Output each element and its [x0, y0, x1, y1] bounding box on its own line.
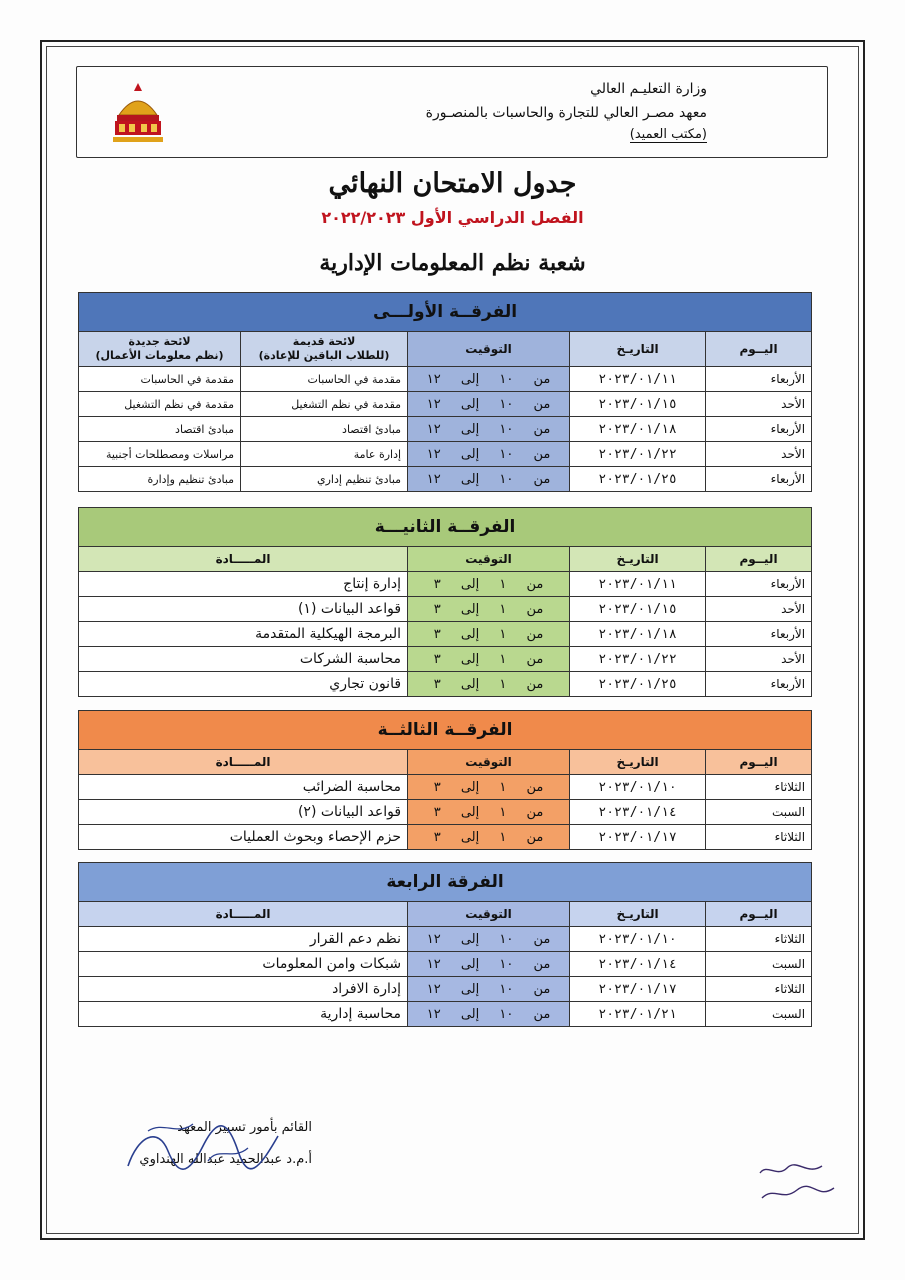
exam-date: ٢٠٢٣/٠١/١٤: [570, 952, 706, 977]
exam-subject: حزم الإحصاء وبحوث العمليات: [79, 825, 408, 850]
exam-time: من ١ إلى ٣: [408, 775, 570, 800]
exam-day: الثلاثاء: [706, 775, 812, 800]
col-day-header: اليــوم: [706, 902, 812, 927]
col-subject-header: المـــــادة: [79, 902, 408, 927]
exam-date: ٢٠٢٣/٠١/١٧: [570, 825, 706, 850]
exam-date: ٢٠٢٣/٠١/٢٢: [570, 442, 706, 467]
table-row: [79, 572, 812, 597]
table-row: [79, 367, 812, 392]
exam-time: من ١ إلى ٣: [408, 647, 570, 672]
exam-day: الثلاثاء: [706, 977, 812, 1002]
subject-old-regulation: مبادئ اقتصاد: [241, 417, 408, 442]
col-new-regulation-header: لائحة جديدة (نظم معلومات الأعمال): [79, 332, 241, 367]
year2-heading: الفرقــة الثانيـــة: [79, 508, 812, 547]
year1-table: [78, 292, 812, 492]
table-row: [79, 417, 812, 442]
col-subject-header: المـــــادة: [79, 750, 408, 775]
exam-subject: نظم دعم القرار: [79, 927, 408, 952]
col-date-header: التاريـخ: [570, 902, 706, 927]
exam-subject: قواعد البيانات (٢): [79, 800, 408, 825]
exam-day: الأربعاء: [706, 672, 812, 697]
exam-day: الأحد: [706, 647, 812, 672]
exam-time: من ١٠ إلى ١٢: [408, 927, 570, 952]
exam-time: من ١٠ إلى ١٢: [408, 417, 570, 442]
table-row: [79, 647, 812, 672]
col-day-header: اليــوم: [706, 332, 812, 367]
exam-time: من ١٠ إلى ١٢: [408, 392, 570, 417]
year1-heading: الفرقــة الأولـــى: [79, 293, 812, 332]
exam-subject: إدارة إنتاج: [79, 572, 408, 597]
subject-new-regulation: مقدمة في الحاسبات: [79, 367, 241, 392]
subject-old-regulation: إدارة عامة: [241, 442, 408, 467]
col-old-regulation-header: لائحة قديمة (للطلاب الباقين للإعادة): [241, 332, 408, 367]
institute-logo-icon: [109, 81, 167, 145]
col-time-header: التوقيت: [408, 750, 570, 775]
exam-day: الأحد: [706, 442, 812, 467]
exam-time: من ١ إلى ٣: [408, 825, 570, 850]
exam-subject: قانون تجاري: [79, 672, 408, 697]
exam-day: السبت: [706, 1002, 812, 1027]
ministry-name: وزارة التعليـم العالي: [590, 81, 707, 97]
col-time-header: التوقيت: [408, 332, 570, 367]
subject-new-regulation: مبادئ تنظيم وإدارة: [79, 467, 241, 492]
exam-day: الأربعاء: [706, 467, 812, 492]
exam-subject: قواعد البيانات (١): [79, 597, 408, 622]
exam-subject: محاسبة الشركات: [79, 647, 408, 672]
subject-old-regulation: مقدمة في الحاسبات: [241, 367, 408, 392]
table-row: [79, 442, 812, 467]
col-time-header: التوقيت: [408, 547, 570, 572]
exam-date: ٢٠٢٣/٠١/١٥: [570, 392, 706, 417]
year4-table: [78, 862, 812, 1027]
exam-day: الثلاثاء: [706, 825, 812, 850]
table-row: [79, 952, 812, 977]
exam-day: الأربعاء: [706, 572, 812, 597]
subject-new-regulation: مراسلات ومصطلحات أجنبية: [79, 442, 241, 467]
exam-date: ٢٠٢٣/٠١/١٠: [570, 775, 706, 800]
exam-time: من ١ إلى ٣: [408, 572, 570, 597]
exam-time: من ١ إلى ٣: [408, 672, 570, 697]
semester-subtitle: الفصل الدراسي الأول ٢٠٢٢/٢٠٢٣: [321, 208, 584, 227]
exam-date: ٢٠٢٣/٠١/١١: [570, 367, 706, 392]
table-row: [79, 800, 812, 825]
exam-time: من ١ إلى ٣: [408, 800, 570, 825]
year4-heading: الفرقة الرابعة: [79, 863, 812, 902]
exam-time: من ١٠ إلى ١٢: [408, 1002, 570, 1027]
table-row: [79, 597, 812, 622]
table-row: [79, 825, 812, 850]
main-title: جدول الامتحان النهائي: [328, 168, 577, 199]
col-day-header: اليــوم: [706, 750, 812, 775]
exam-date: ٢٠٢٣/٠١/١٥: [570, 597, 706, 622]
table-row: [79, 927, 812, 952]
table-row: [79, 392, 812, 417]
dean-office: (مكتب العميد): [629, 127, 707, 142]
year3-heading: الفرقــة الثالثــة: [79, 711, 812, 750]
department-title: شعبة نظم المعلومات الإدارية: [319, 250, 586, 276]
exam-date: ٢٠٢٣/٠١/٢٥: [570, 672, 706, 697]
exam-time: من ١ إلى ٣: [408, 622, 570, 647]
table-row: [79, 467, 812, 492]
exam-subject: شبكات وامن المعلومات: [79, 952, 408, 977]
letterhead: [76, 66, 828, 158]
exam-subject: محاسبة الضرائب: [79, 775, 408, 800]
signatory-role: القائم بأمور تسيير المعهد: [177, 1120, 312, 1135]
exam-time: من ١٠ إلى ١٢: [408, 467, 570, 492]
exam-date: ٢٠٢٣/٠١/١١: [570, 572, 706, 597]
exam-date: ٢٠٢٣/٠١/٢١: [570, 1002, 706, 1027]
col-day-header: اليــوم: [706, 547, 812, 572]
subject-old-regulation: مقدمة في نظم التشغيل: [241, 392, 408, 417]
signatory-name: أ.م.د عبدالحميد عبدالله الهنداوي: [139, 1152, 312, 1167]
exam-date: ٢٠٢٣/٠١/١٠: [570, 927, 706, 952]
exam-day: السبت: [706, 800, 812, 825]
subject-old-regulation: مبادئ تنظيم إداري: [241, 467, 408, 492]
table-row: [79, 775, 812, 800]
col-date-header: التاريـخ: [570, 750, 706, 775]
exam-day: السبت: [706, 952, 812, 977]
exam-time: من ١ إلى ٣: [408, 597, 570, 622]
exam-time: من ١٠ إلى ١٢: [408, 367, 570, 392]
exam-date: ٢٠٢٣/٠١/٢٥: [570, 467, 706, 492]
subject-new-regulation: مقدمة في نظم التشغيل: [79, 392, 241, 417]
table-row: [79, 977, 812, 1002]
exam-date: ٢٠٢٣/٠١/٢٢: [570, 647, 706, 672]
exam-day: الأحد: [706, 597, 812, 622]
exam-day: الأربعاء: [706, 417, 812, 442]
col-date-header: التاريـخ: [570, 547, 706, 572]
col-subject-header: المـــــادة: [79, 547, 408, 572]
exam-day: الأربعاء: [706, 367, 812, 392]
exam-subject: البرمجة الهيكلية المتقدمة: [79, 622, 408, 647]
year3-table: [78, 710, 812, 850]
exam-date: ٢٠٢٣/٠١/١٧: [570, 977, 706, 1002]
handwritten-signature: [118, 1106, 288, 1186]
exam-day: الأربعاء: [706, 622, 812, 647]
exam-time: من ١٠ إلى ١٢: [408, 977, 570, 1002]
year2-table: [78, 507, 812, 697]
col-date-header: التاريـخ: [570, 332, 706, 367]
table-row: [79, 672, 812, 697]
subject-new-regulation: مبادئ اقتصاد: [79, 417, 241, 442]
table-row: [79, 1002, 812, 1027]
exam-date: ٢٠٢٣/٠١/١٨: [570, 622, 706, 647]
col-time-header: التوقيت: [408, 902, 570, 927]
exam-date: ٢٠٢٣/٠١/١٨: [570, 417, 706, 442]
institute-name: معهد مصـر العالي للتجارة والحاسبات بالمنصـورة: [425, 105, 707, 121]
exam-date: ٢٠٢٣/٠١/١٤: [570, 800, 706, 825]
exam-subject: إدارة الافراد: [79, 977, 408, 1002]
exam-time: من ١٠ إلى ١٢: [408, 442, 570, 467]
exam-day: الأحد: [706, 392, 812, 417]
exam-subject: محاسبة إدارية: [79, 1002, 408, 1027]
exam-time: من ١٠ إلى ١٢: [408, 952, 570, 977]
reviewer-initials: [752, 1158, 842, 1208]
exam-day: الثلاثاء: [706, 927, 812, 952]
table-row: [79, 622, 812, 647]
